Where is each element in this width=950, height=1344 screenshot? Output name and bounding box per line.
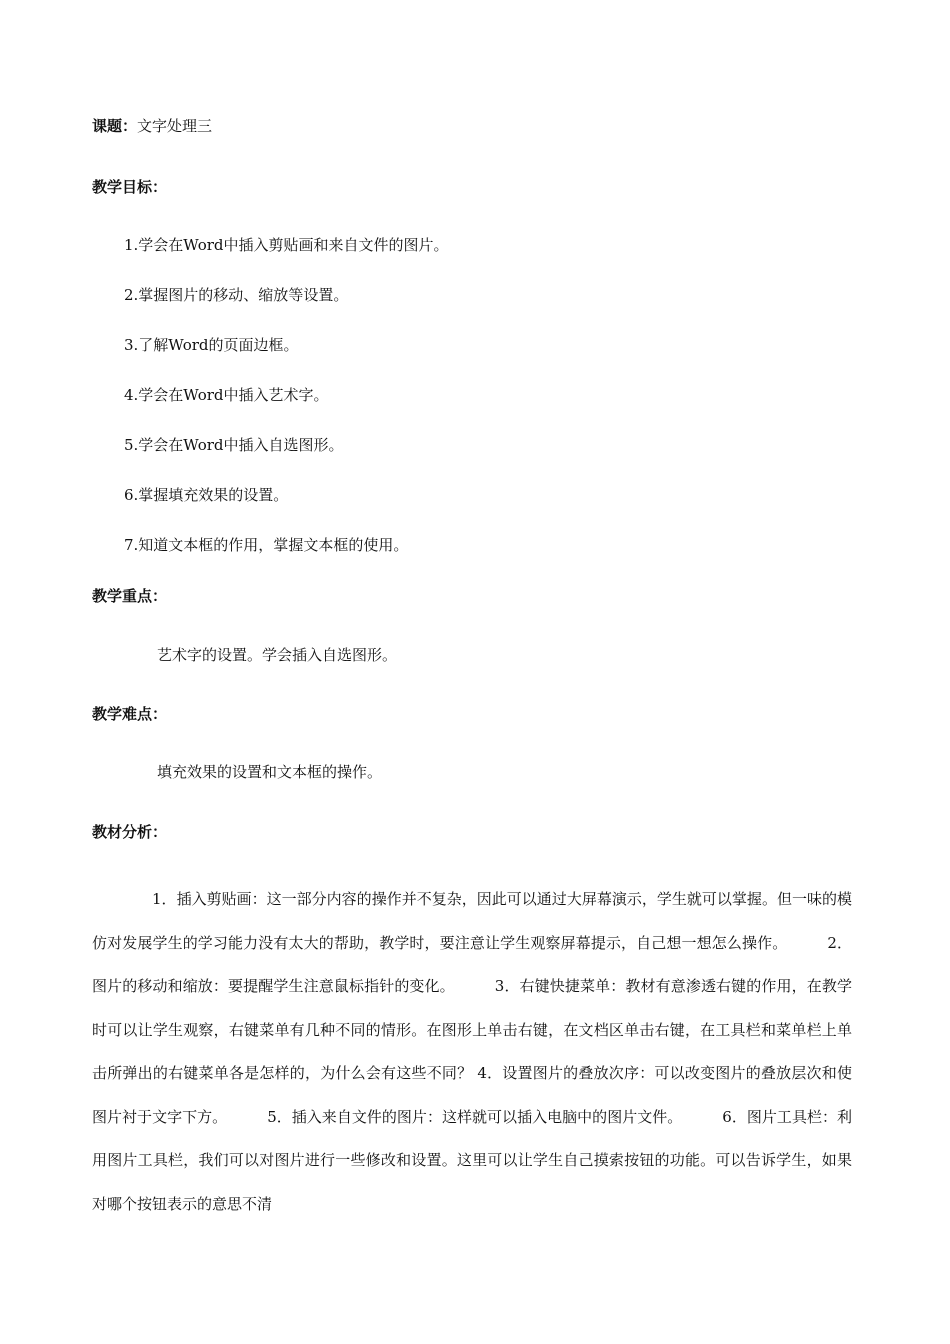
goal-item: 1.学会在Word中插入剪贴画和来自文件的图片。 [124,236,449,254]
goals-heading: 教学目标： [92,178,168,196]
goal-item: 7.知道文本框的作用，掌握文本框的使用。 [124,536,409,554]
difficulties-heading: 教学难点： [92,705,168,723]
analysis-item-6: 6．图片工具栏：利用图片工具栏，我们可以对图片进行一些修改和设置。这里可以让学生自己摸索按钮的功能。可以告诉学生，如果对哪个按钮表示的意思不清 [92,1107,852,1213]
goal-item: 6.掌握填充效果的设置。 [124,486,289,504]
analysis-heading: 教材分析： [92,823,168,841]
goal-item: 2.掌握图片的移动、缩放等设置。 [124,286,349,304]
lesson-topic [92,116,212,136]
analysis-item-1: 1．插入剪贴画：这一部分内容的操作并不复杂，因此可以通过大屏幕演示，学生就可以掌握。但一味的模仿对发展学生的学习能力没有太大的帮助，教学时，要注意让学生观察屏幕提示，自己想一想怎么操作。 [92,890,852,952]
analysis-item-5: 5．插入来自文件的图片：这样就可以插入电脑中的图片文件。 [267,1107,683,1126]
topic-label: 课题： [92,117,138,135]
difficulties-text: 填充效果的设置和文本框的操作。 [157,763,383,781]
key-points-heading: 教学重点： [92,587,168,605]
key-points-text: 艺术字的设置。学会插入自选图形。 [157,646,398,664]
goal-item: 5.学会在Word中插入自选图形。 [124,436,344,454]
analysis-paragraph [92,878,852,1226]
analysis-item-4: 4．设置图片的叠放次序：可以改变图片的叠放层次和使图片衬于文字下方。 [92,1064,852,1126]
analysis-item-3: 3．右键快捷菜单：教材有意渗透右键的作用，在教学时可以让学生观察，右键菜单有几种不同的情形。在图形上单击右键，在文档区单击右键，在工具栏和菜单栏上单击所弹出的右键菜单各是怎样的，为什么会有这些不同？ [92,977,852,1082]
goal-item: 3.了解Word的页面边框。 [124,336,299,354]
goal-item: 4.学会在Word中插入艺术字。 [124,386,329,404]
topic-value: 文字处理三 [137,117,213,135]
analysis-item-2: 2．图片的移动和缩放：要提醒学生注意鼠标指针的变化。 [92,933,852,995]
